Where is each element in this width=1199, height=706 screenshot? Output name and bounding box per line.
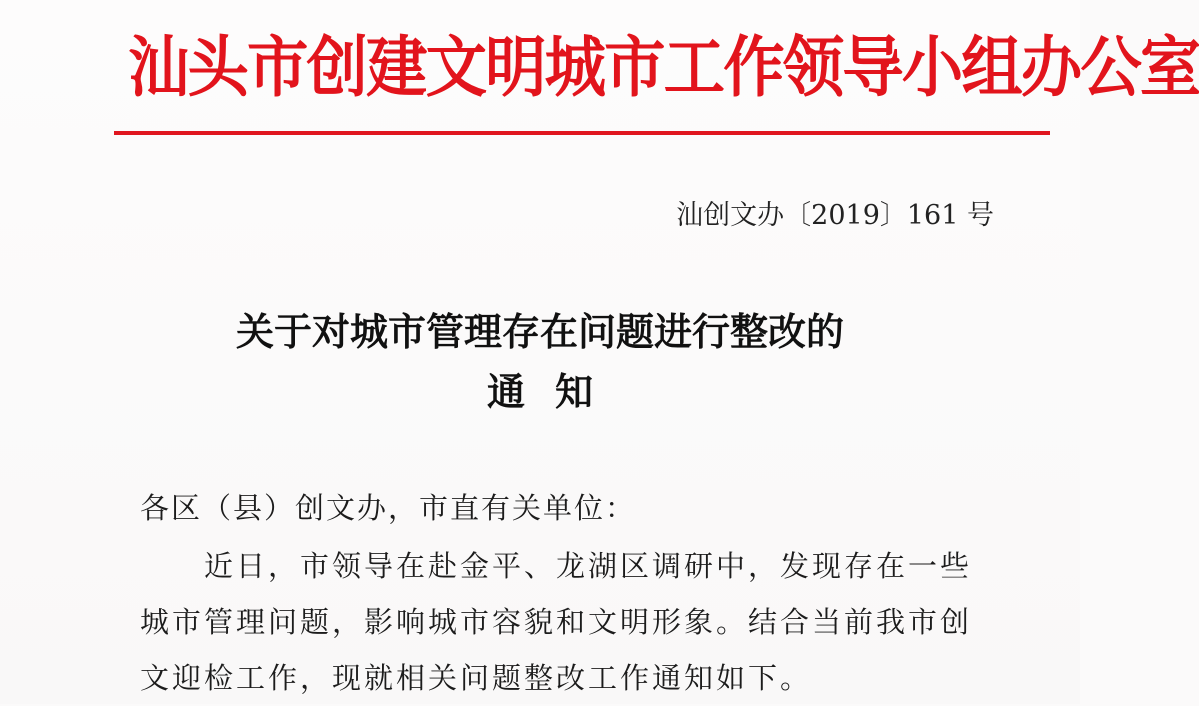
- body-line-3: 文迎检工作，现就相关问题整改工作通知如下。: [140, 661, 813, 695]
- letterhead-title: 汕头市创建文明城市工作领导小组办公室: [128, 29, 1199, 106]
- body-paragraph: [140, 538, 1020, 706]
- salutation: 各区（县）创文办，市直有关单位：: [140, 491, 637, 525]
- letterhead-red-rule: [114, 131, 1050, 135]
- notice-title-line-2: 通知: [486, 369, 623, 414]
- document-number: 汕创文办〔2019〕161 号: [676, 200, 994, 231]
- notice-title-line-1: 关于对城市管理存在问题进行整改的: [235, 309, 844, 354]
- body-line-1: 近日，市领导在赴金平、龙湖区调研中，发现存在一些: [204, 549, 973, 583]
- body-line-2: 城市管理问题，影响城市容貌和文明形象。结合当前我市创: [140, 605, 973, 639]
